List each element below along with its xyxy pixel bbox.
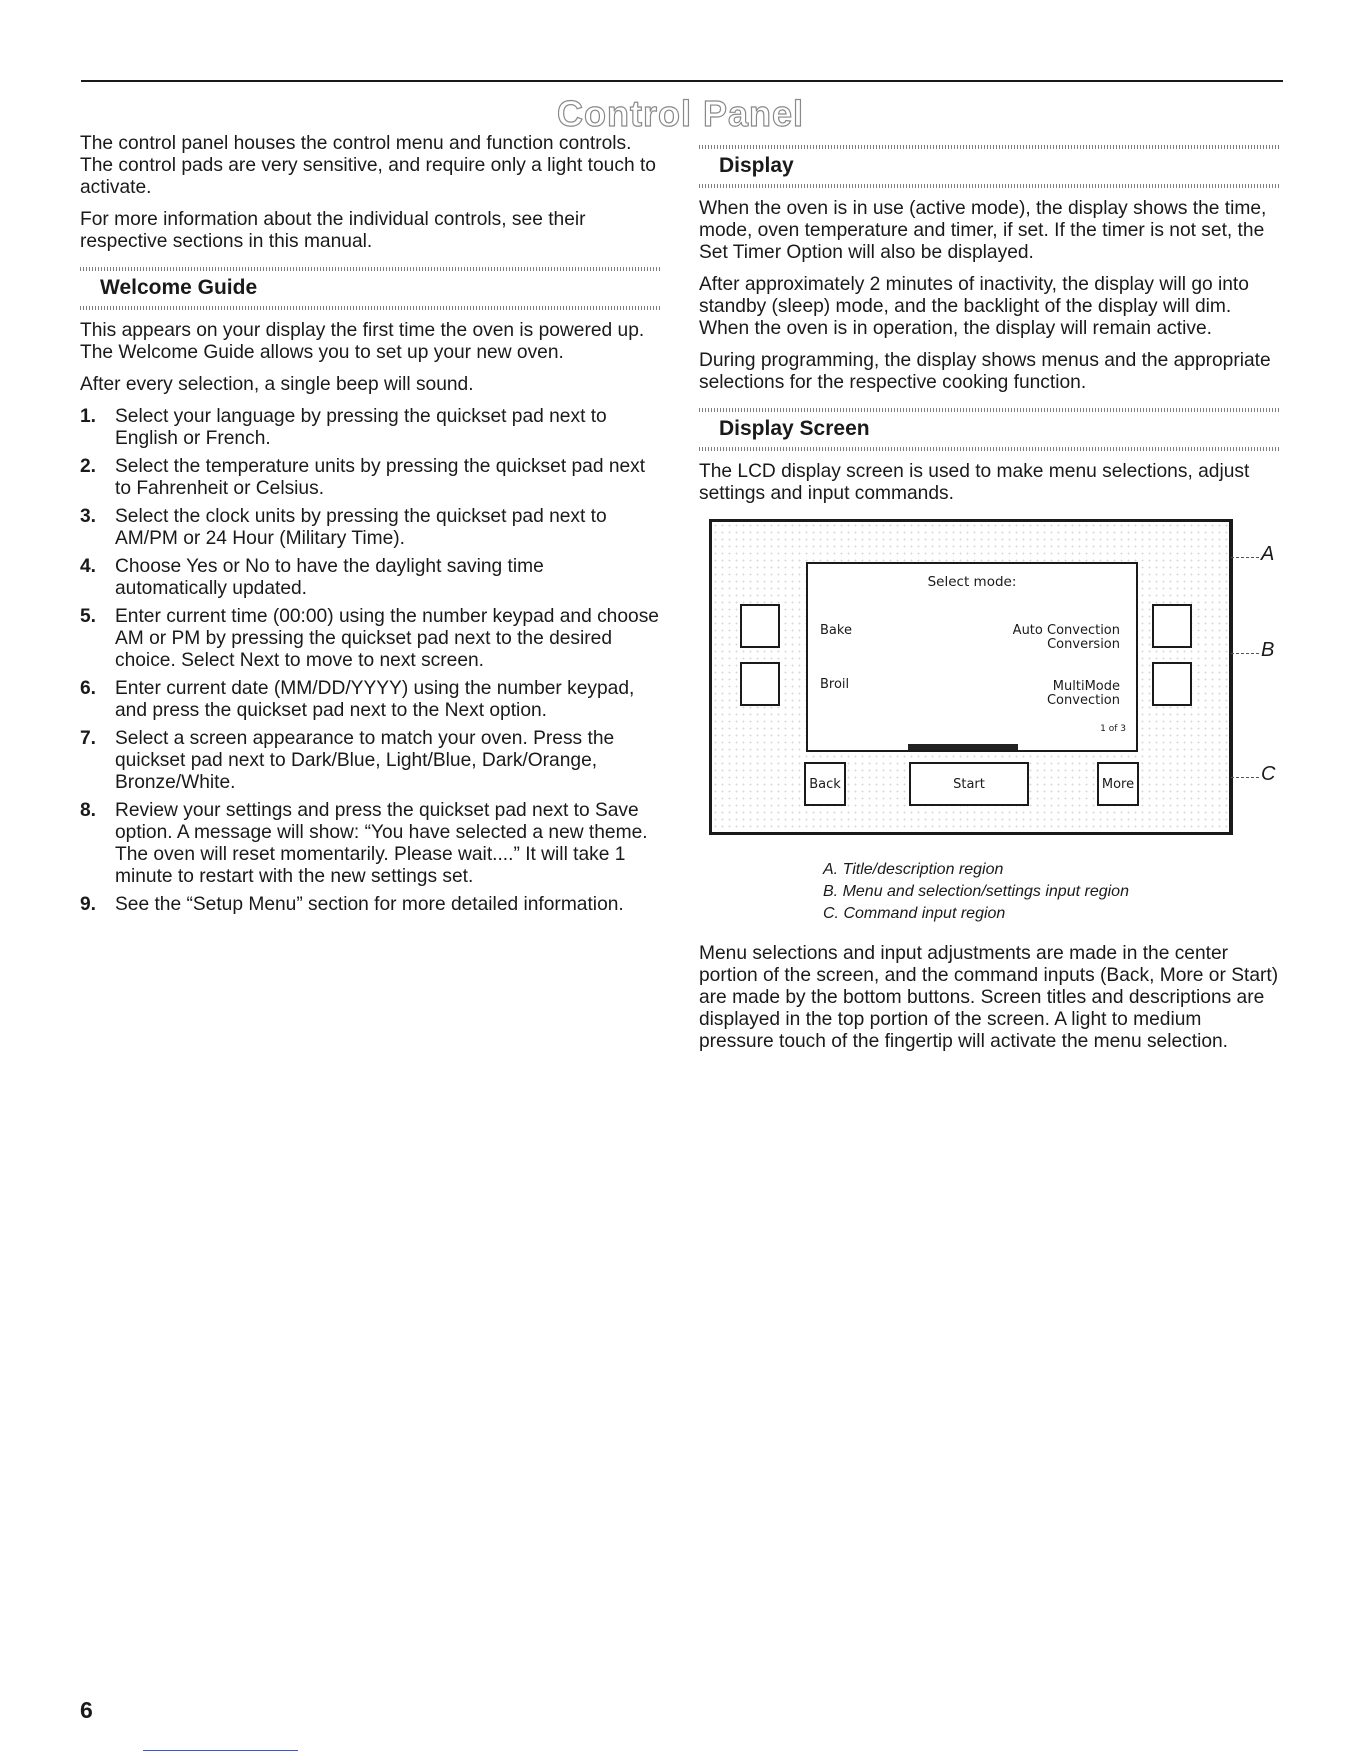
display-screen-closing: Menu selections and input adjustments are made in the center portion of the screen, and the command inputs (Back, More or Start) are made by the bottom buttons. Screen titles and descriptions are displayed in the top portion of the screen. A light to medium pressure touch of the fingertip will activate the menu selection. <box>699 943 1279 1052</box>
step-number: 2. <box>80 456 97 477</box>
back-button[interactable]: Back <box>804 762 846 806</box>
menu-item-bake[interactable]: Bake <box>820 623 852 638</box>
display-screen-header <box>699 408 1279 451</box>
step-text: See the “Setup Menu” section for more detailed information. <box>115 894 624 915</box>
dotted-rule <box>80 306 660 310</box>
list-item <box>80 606 660 672</box>
figure-captions <box>823 859 1279 925</box>
caption-c: C. Command input region <box>823 905 1006 922</box>
step-text: Select a screen appearance to match your oven. Press the quickset pad next to Dark/Blue, Light/Blue, Dark/Orange, Bronze/White. <box>115 728 615 793</box>
multimode-line-2: Convection <box>1046 693 1120 708</box>
quickset-pad-left-bottom[interactable] <box>740 662 780 706</box>
auto-convection-line-1: Auto Convection <box>1012 623 1120 638</box>
page-number: 6 <box>80 1697 93 1723</box>
welcome-guide-title: Welcome Guide <box>100 276 258 299</box>
menu-item-broil[interactable]: Broil <box>820 677 850 692</box>
display-paragraph-3: During programming, the display shows menus and the appropriate selections for the respective cooking function. <box>699 350 1271 393</box>
step-number: 1. <box>80 406 97 427</box>
step-text: Select the temperature units by pressing the quickset pad next to Fahrenheit or Celsius. <box>115 456 646 499</box>
list-item <box>80 800 660 888</box>
quickset-pad-right-bottom[interactable] <box>1152 662 1192 706</box>
callout-line-b <box>1231 653 1259 655</box>
callout-b: B <box>1261 639 1275 661</box>
step-number: 9. <box>80 894 97 915</box>
display-paragraph-1: When the oven is in use (active mode), the display shows the time, mode, oven temperature and timer, if set. If the timer is not set, the Set Timer Option will also be displayed. <box>699 198 1267 263</box>
dotted-rule <box>699 184 1279 188</box>
list-item <box>80 556 660 600</box>
step-text: Enter current date (MM/DD/YYYY) using the number keypad, and press the quickset pad next to the Next option. <box>115 678 635 721</box>
quickset-pad-right-top[interactable] <box>1152 604 1192 648</box>
welcome-paragraph-2: After every selection, a single beep will sound. <box>80 374 474 395</box>
display-screen-intro: The LCD display screen is used to make menu selections, adjust settings and input commands. <box>699 461 1250 504</box>
display-header <box>699 145 1279 188</box>
select-mode-title: Select mode: <box>927 574 1017 590</box>
list-item <box>80 678 660 722</box>
list-item <box>80 894 660 916</box>
dotted-rule <box>699 447 1279 451</box>
step-number: 3. <box>80 506 97 527</box>
step-number: 6. <box>80 678 97 699</box>
display-title: Display <box>719 154 794 177</box>
auto-convection-line-2: Conversion <box>1047 637 1120 652</box>
step-text: Review your settings and press the quickset pad next to Save option. A message will show: “You have selected a new theme. The oven will reset momentarily. Please wait....” It will take 1 minute to restart with the new settings set. <box>115 800 648 887</box>
welcome-steps-list <box>80 406 660 916</box>
step-text: Enter current time (00:00) using the number keypad and choose AM or PM by pressing the quickset pad next to the desired choice. Select Next to move to next screen. <box>115 606 659 671</box>
lcd-diagram <box>699 519 1279 849</box>
bottom-link-line <box>143 1750 298 1751</box>
start-button[interactable]: Start <box>909 762 1029 806</box>
caption-a: A. Title/description region <box>823 861 1004 878</box>
list-item <box>80 506 660 550</box>
callout-a: A <box>1261 543 1275 565</box>
intro-paragraph-1: The control panel houses the control menu and function controls. The control pads are very sensitive, and require only a light touch to activate. <box>80 133 656 198</box>
right-column <box>699 133 1279 1063</box>
callout-c: C <box>1261 763 1276 785</box>
display-screen-title: Display Screen <box>719 417 870 440</box>
step-text: Choose Yes or No to have the daylight saving time automatically updated. <box>115 556 544 599</box>
left-column <box>80 133 660 922</box>
multimode-line-1: MultiMode <box>1052 679 1120 694</box>
top-rule <box>81 80 1283 82</box>
step-number: 4. <box>80 556 97 577</box>
page-title: Control Panel <box>556 93 805 134</box>
intro-paragraph-2: For more information about the individual controls, see their respective sections in this manual. <box>80 209 586 252</box>
step-text: Select the clock units by pressing the quickset pad next to AM/PM or 24 Hour (Military Time). <box>115 506 607 549</box>
callout-line-a <box>1231 557 1259 559</box>
display-paragraph-2: After approximately 2 minutes of inactivity, the display will go into standby (sleep) mode, and the backlight of the display will dim. When the oven is in operation, the display will remain active. <box>699 274 1249 339</box>
step-number: 8. <box>80 800 97 821</box>
more-button[interactable]: More <box>1097 762 1139 806</box>
menu-item-auto-convection[interactable] <box>1013 624 1120 652</box>
list-item <box>80 728 660 794</box>
menu-item-multimode[interactable] <box>1047 680 1120 708</box>
lcd-inner-screen <box>806 562 1138 752</box>
list-item <box>80 406 660 450</box>
page-progress-bar <box>908 744 1018 750</box>
quickset-pad-left-top[interactable] <box>740 604 780 648</box>
welcome-guide-header <box>80 267 660 310</box>
callout-line-c <box>1231 777 1259 779</box>
list-item <box>80 456 660 500</box>
welcome-paragraph-1: This appears on your display the first time the oven is powered up. The Welcome Guide allows you to set up your new oven. <box>80 320 645 363</box>
lcd-display-frame <box>709 519 1233 835</box>
step-text: Select your language by pressing the quickset pad next to English or French. <box>115 406 607 449</box>
page-indicator: 1 of 3 <box>1100 724 1126 734</box>
step-number: 5. <box>80 606 97 627</box>
caption-b: B. Menu and selection/settings input region <box>823 883 1129 900</box>
step-number: 7. <box>80 728 97 749</box>
